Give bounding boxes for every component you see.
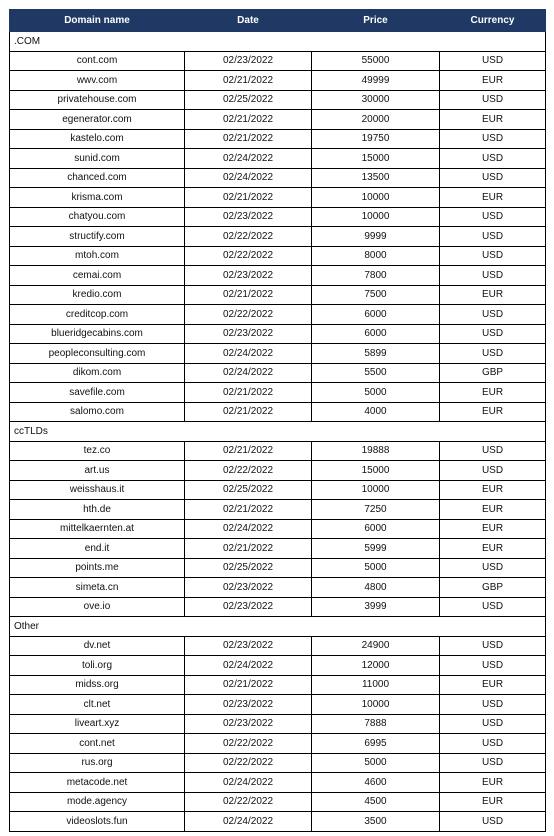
cell-domain-name: rus.org <box>10 753 185 773</box>
cell-price: 12000 <box>312 656 440 676</box>
cell-date: 02/21/2022 <box>185 129 312 149</box>
cell-date: 02/23/2022 <box>185 695 312 715</box>
cell-currency: GBP <box>440 578 546 598</box>
cell-date: 02/24/2022 <box>185 168 312 188</box>
table-row <box>10 539 546 559</box>
table-row <box>10 246 546 266</box>
cell-date: 02/23/2022 <box>185 578 312 598</box>
cell-date: 02/22/2022 <box>185 305 312 325</box>
table-row <box>10 168 546 188</box>
cell-domain-name: points.me <box>10 558 185 578</box>
cell-domain-name: kredio.com <box>10 285 185 305</box>
section-header-row <box>10 32 546 52</box>
cell-currency: EUR <box>440 500 546 520</box>
cell-domain-name: hth.de <box>10 500 185 520</box>
cell-currency: USD <box>440 812 546 832</box>
cell-date: 02/23/2022 <box>185 207 312 227</box>
cell-domain-name: videoslots.fun <box>10 812 185 832</box>
table-row <box>10 363 546 383</box>
table-row <box>10 227 546 247</box>
cell-domain-name: structify.com <box>10 227 185 247</box>
cell-price: 15000 <box>312 461 440 481</box>
table-row <box>10 636 546 656</box>
cell-date: 02/22/2022 <box>185 246 312 266</box>
table-row <box>10 71 546 91</box>
cell-currency: EUR <box>440 285 546 305</box>
cell-currency: EUR <box>440 539 546 559</box>
cell-price: 49999 <box>312 71 440 91</box>
table-row <box>10 675 546 695</box>
table-row <box>10 188 546 208</box>
cell-currency: USD <box>440 734 546 754</box>
table-row <box>10 519 546 539</box>
cell-date: 02/21/2022 <box>185 441 312 461</box>
cell-date: 02/25/2022 <box>185 90 312 110</box>
cell-price: 5899 <box>312 344 440 364</box>
cell-domain-name: mode.agency <box>10 792 185 812</box>
cell-domain-name: wwv.com <box>10 71 185 91</box>
cell-price: 5500 <box>312 363 440 383</box>
section-label: .COM <box>10 32 546 52</box>
header-price: Price <box>312 10 440 32</box>
cell-domain-name: peopleconsulting.com <box>10 344 185 364</box>
cell-price: 10000 <box>312 207 440 227</box>
cell-date: 02/25/2022 <box>185 558 312 578</box>
cell-date: 02/21/2022 <box>185 285 312 305</box>
table-row <box>10 441 546 461</box>
cell-currency: USD <box>440 656 546 676</box>
cell-currency: USD <box>440 344 546 364</box>
table-row <box>10 714 546 734</box>
table-row <box>10 578 546 598</box>
table-row <box>10 695 546 715</box>
cell-domain-name: dv.net <box>10 636 185 656</box>
table-row <box>10 383 546 403</box>
cell-domain-name: blueridgecabins.com <box>10 324 185 344</box>
cell-currency: EUR <box>440 383 546 403</box>
cell-currency: USD <box>440 695 546 715</box>
cell-domain-name: clt.net <box>10 695 185 715</box>
cell-price: 3999 <box>312 597 440 617</box>
table-row <box>10 792 546 812</box>
cell-currency: USD <box>440 129 546 149</box>
cell-currency: GBP <box>440 363 546 383</box>
cell-domain-name: midss.org <box>10 675 185 695</box>
header-domain-name: Domain name <box>10 10 185 32</box>
cell-price: 10000 <box>312 188 440 208</box>
table-row <box>10 266 546 286</box>
table-row <box>10 51 546 71</box>
cell-date: 02/23/2022 <box>185 324 312 344</box>
table-row <box>10 734 546 754</box>
cell-currency: EUR <box>440 110 546 130</box>
cell-price: 6000 <box>312 519 440 539</box>
section-label: ccTLDs <box>10 422 546 442</box>
cell-price: 20000 <box>312 110 440 130</box>
cell-domain-name: mittelkaernten.at <box>10 519 185 539</box>
cell-currency: USD <box>440 714 546 734</box>
cell-domain-name: cont.net <box>10 734 185 754</box>
cell-domain-name: chatyou.com <box>10 207 185 227</box>
cell-currency: USD <box>440 558 546 578</box>
cell-domain-name: simeta.cn <box>10 578 185 598</box>
section-header-row <box>10 422 546 442</box>
cell-currency: USD <box>440 168 546 188</box>
cell-date: 02/21/2022 <box>185 110 312 130</box>
cell-date: 02/23/2022 <box>185 636 312 656</box>
cell-date: 02/21/2022 <box>185 383 312 403</box>
cell-domain-name: metacode.net <box>10 773 185 793</box>
cell-date: 02/22/2022 <box>185 227 312 247</box>
cell-domain-name: kastelo.com <box>10 129 185 149</box>
cell-date: 02/22/2022 <box>185 753 312 773</box>
cell-price: 9999 <box>312 227 440 247</box>
cell-price: 55000 <box>312 51 440 71</box>
cell-currency: USD <box>440 461 546 481</box>
cell-currency: USD <box>440 636 546 656</box>
cell-price: 6995 <box>312 734 440 754</box>
cell-price: 19750 <box>312 129 440 149</box>
cell-date: 02/21/2022 <box>185 402 312 422</box>
table-row <box>10 110 546 130</box>
cell-price: 6000 <box>312 324 440 344</box>
cell-domain-name: creditcop.com <box>10 305 185 325</box>
cell-price: 5999 <box>312 539 440 559</box>
cell-date: 02/23/2022 <box>185 714 312 734</box>
cell-domain-name: liveart.xyz <box>10 714 185 734</box>
cell-domain-name: egenerator.com <box>10 110 185 130</box>
cell-date: 02/24/2022 <box>185 656 312 676</box>
cell-price: 10000 <box>312 695 440 715</box>
cell-currency: USD <box>440 441 546 461</box>
cell-price: 6000 <box>312 305 440 325</box>
table-row <box>10 324 546 344</box>
cell-date: 02/22/2022 <box>185 461 312 481</box>
header-date: Date <box>185 10 312 32</box>
table-header <box>10 10 546 32</box>
table-row <box>10 773 546 793</box>
cell-date: 02/25/2022 <box>185 480 312 500</box>
table-row <box>10 753 546 773</box>
cell-date: 02/22/2022 <box>185 792 312 812</box>
cell-domain-name: krisma.com <box>10 188 185 208</box>
header-row <box>10 10 546 32</box>
cell-domain-name: weisshaus.it <box>10 480 185 500</box>
table-row <box>10 305 546 325</box>
cell-price: 13500 <box>312 168 440 188</box>
cell-domain-name: toli.org <box>10 656 185 676</box>
cell-price: 30000 <box>312 90 440 110</box>
cell-price: 5000 <box>312 383 440 403</box>
cell-price: 4000 <box>312 402 440 422</box>
cell-date: 02/23/2022 <box>185 597 312 617</box>
cell-price: 3500 <box>312 812 440 832</box>
cell-domain-name: cemai.com <box>10 266 185 286</box>
table-row <box>10 558 546 578</box>
cell-domain-name: chanced.com <box>10 168 185 188</box>
table-row <box>10 207 546 227</box>
cell-currency: EUR <box>440 792 546 812</box>
table-row <box>10 402 546 422</box>
cell-date: 02/24/2022 <box>185 773 312 793</box>
cell-price: 4600 <box>312 773 440 793</box>
cell-currency: USD <box>440 305 546 325</box>
cell-currency: EUR <box>440 188 546 208</box>
cell-domain-name: dikom.com <box>10 363 185 383</box>
cell-date: 02/24/2022 <box>185 149 312 169</box>
cell-domain-name: cont.com <box>10 51 185 71</box>
cell-currency: USD <box>440 90 546 110</box>
cell-date: 02/21/2022 <box>185 500 312 520</box>
cell-price: 15000 <box>312 149 440 169</box>
domain-sales-table-container <box>9 9 545 832</box>
table-row <box>10 461 546 481</box>
cell-price: 24900 <box>312 636 440 656</box>
table-body <box>10 32 546 832</box>
cell-price: 19888 <box>312 441 440 461</box>
cell-price: 4800 <box>312 578 440 598</box>
table-row <box>10 656 546 676</box>
cell-price: 7888 <box>312 714 440 734</box>
cell-domain-name: salomo.com <box>10 402 185 422</box>
cell-date: 02/21/2022 <box>185 188 312 208</box>
cell-currency: USD <box>440 324 546 344</box>
domain-sales-table <box>9 9 546 832</box>
cell-currency: USD <box>440 51 546 71</box>
cell-currency: USD <box>440 207 546 227</box>
table-row <box>10 597 546 617</box>
cell-currency: EUR <box>440 773 546 793</box>
table-row <box>10 812 546 832</box>
cell-domain-name: sunid.com <box>10 149 185 169</box>
cell-currency: EUR <box>440 519 546 539</box>
cell-currency: EUR <box>440 480 546 500</box>
cell-currency: USD <box>440 266 546 286</box>
cell-currency: USD <box>440 753 546 773</box>
section-header-row <box>10 617 546 637</box>
cell-date: 02/22/2022 <box>185 734 312 754</box>
cell-domain-name: savefile.com <box>10 383 185 403</box>
cell-price: 5000 <box>312 558 440 578</box>
header-currency: Currency <box>440 10 546 32</box>
cell-date: 02/24/2022 <box>185 812 312 832</box>
cell-price: 5000 <box>312 753 440 773</box>
cell-domain-name: end.it <box>10 539 185 559</box>
cell-date: 02/24/2022 <box>185 344 312 364</box>
cell-domain-name: art.us <box>10 461 185 481</box>
cell-date: 02/21/2022 <box>185 71 312 91</box>
cell-date: 02/23/2022 <box>185 266 312 286</box>
cell-price: 10000 <box>312 480 440 500</box>
cell-domain-name: ove.io <box>10 597 185 617</box>
cell-currency: USD <box>440 597 546 617</box>
cell-price: 7500 <box>312 285 440 305</box>
table-row <box>10 129 546 149</box>
cell-domain-name: mtoh.com <box>10 246 185 266</box>
cell-date: 02/23/2022 <box>185 51 312 71</box>
cell-price: 7800 <box>312 266 440 286</box>
cell-price: 4500 <box>312 792 440 812</box>
cell-date: 02/21/2022 <box>185 539 312 559</box>
table-row <box>10 500 546 520</box>
cell-date: 02/24/2022 <box>185 363 312 383</box>
table-row <box>10 344 546 364</box>
cell-domain-name: privatehouse.com <box>10 90 185 110</box>
table-row <box>10 149 546 169</box>
cell-currency: EUR <box>440 71 546 91</box>
cell-domain-name: tez.co <box>10 441 185 461</box>
cell-date: 02/24/2022 <box>185 519 312 539</box>
cell-currency: EUR <box>440 675 546 695</box>
cell-currency: USD <box>440 149 546 169</box>
cell-price: 7250 <box>312 500 440 520</box>
section-label: Other <box>10 617 546 637</box>
table-row <box>10 285 546 305</box>
cell-currency: USD <box>440 246 546 266</box>
cell-price: 11000 <box>312 675 440 695</box>
cell-currency: USD <box>440 227 546 247</box>
cell-currency: EUR <box>440 402 546 422</box>
cell-date: 02/21/2022 <box>185 675 312 695</box>
table-row <box>10 480 546 500</box>
cell-price: 8000 <box>312 246 440 266</box>
table-row <box>10 90 546 110</box>
